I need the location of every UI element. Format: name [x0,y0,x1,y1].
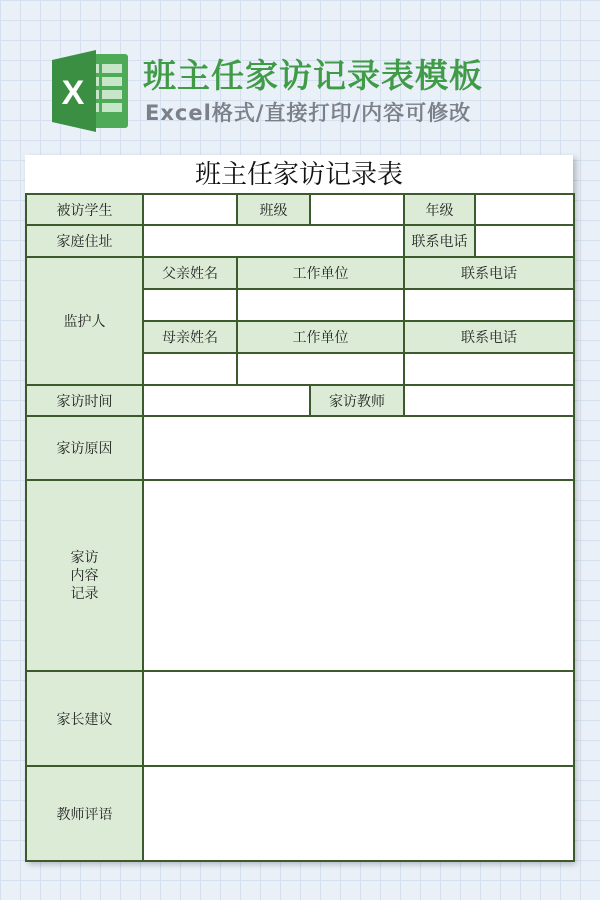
label-address: 家庭住址 [26,225,143,257]
class-field[interactable] [310,194,404,225]
label-father-name: 父亲姓名 [143,257,237,289]
label-phone: 联系电话 [404,225,475,257]
visit-record-table [25,193,575,862]
label-mother-work-unit: 工作单位 [237,321,404,353]
label-mother-name: 母亲姓名 [143,321,237,353]
father-name-field[interactable] [143,289,237,321]
logo-letter: X [61,74,85,112]
label-grade: 年级 [404,194,475,225]
phone-field[interactable] [475,225,574,257]
page-title: 班主任家访记录表模板 [143,56,483,95]
page-subtitle: Excel格式/直接打印/内容可修改 [145,101,472,125]
label-visit-time: 家访时间 [26,385,143,416]
label-teacher-comments: 教师评语 [26,766,143,861]
page-header [0,0,600,150]
label-visit-teacher: 家访教师 [310,385,404,416]
visit-content-field[interactable] [143,480,574,671]
visit-teacher-field[interactable] [404,385,574,416]
grade-field[interactable] [475,194,574,225]
excel-logo-icon [52,48,130,134]
parent-suggestions-field[interactable] [143,671,574,766]
sheet-title: 班主任家访记录表 [194,160,403,190]
label-mother-phone: 联系电话 [404,321,574,353]
father-phone-field[interactable] [404,289,574,321]
visit-content-label-line: 内容 [70,567,99,584]
mother-name-field[interactable] [143,353,237,385]
address-field[interactable] [143,225,404,257]
label-father-work-unit: 工作单位 [237,257,404,289]
label-visit-reason: 家访原因 [26,416,143,480]
visit-reason-field[interactable] [143,416,574,480]
mother-work-unit-field[interactable] [237,353,404,385]
visit-content-label-line: 家访 [70,549,99,566]
father-work-unit-field[interactable] [237,289,404,321]
label-class: 班级 [237,194,310,225]
teacher-comments-field[interactable] [143,766,574,861]
label-student: 被访学生 [26,194,143,225]
label-visit-content [26,480,143,671]
label-father-phone: 联系电话 [404,257,574,289]
visit-time-field[interactable] [143,385,310,416]
visit-content-label-stack [71,549,99,603]
student-field[interactable] [143,194,237,225]
label-guardian: 监护人 [26,257,143,385]
visit-content-label-line: 记录 [70,585,99,602]
mother-phone-field[interactable] [404,353,574,385]
form-sheet [25,155,573,861]
label-parent-suggestions: 家长建议 [26,671,143,766]
